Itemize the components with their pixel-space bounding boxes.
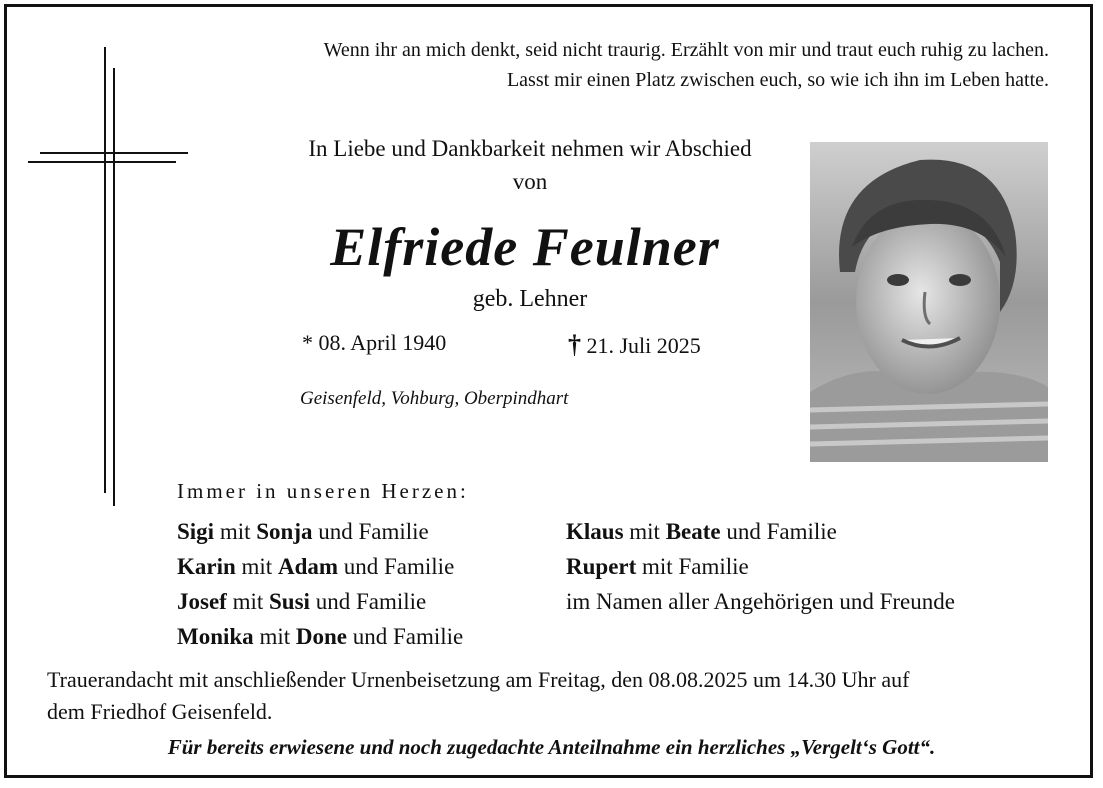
mourner-row: Sigi mit Sonja und Familie (177, 519, 429, 544)
cross-horizontal-line-1 (40, 152, 188, 154)
mourner-row: Josef mit Susi und Familie (177, 589, 427, 614)
dagger-icon: † (568, 330, 581, 359)
mourner-row: im Namen aller Angehörigen und Freunde (566, 589, 955, 614)
farewell-intro (230, 132, 830, 198)
service-info (47, 664, 1057, 728)
maiden-name: geb. Lehner (472, 286, 588, 312)
quote-line-1: Wenn ihr an mich denkt, seid nicht traurig. Erzählt von mir und traut euch ruhig zu lachen. (323, 39, 1049, 61)
deceased-name: Elfriede Feulner (330, 217, 720, 277)
cross-horizontal-line-2 (28, 161, 176, 163)
death-date: 21. Juli 2025 (586, 333, 701, 358)
mourner-row: Karin mit Adam und Familie (177, 554, 455, 579)
mourner-row: Klaus mit Beate und Familie (566, 519, 837, 544)
mourner-row: Monika mit Done und Familie (177, 624, 464, 649)
birth-date: * 08. April 1940 (302, 330, 447, 355)
death-date-row (568, 330, 701, 360)
thanks-note: Für bereits erwiesene und noch zugedachte Anteilnahme ein herzliches „Vergelt‘s Gott“. (167, 735, 936, 759)
hearts-title: Immer in unseren Herzen: (177, 479, 469, 503)
quote-line-2: Lasst mir einen Platz zwischen euch, so wie ich ihn im Leben hatte. (506, 69, 1049, 91)
places: Geisenfeld, Vohburg, Oberpindhart (300, 388, 569, 409)
intro-line-1: In Liebe und Dankbarkeit nehmen wir Abschied (308, 136, 752, 161)
cross-vertical-line-2 (113, 68, 115, 506)
intro-line-2: von (512, 169, 548, 194)
mourner-row: Rupert mit Familie (566, 554, 749, 579)
portrait-photo (810, 142, 1048, 462)
mourners-left-column (177, 514, 463, 654)
service-line-2: dem Friedhof Geisenfeld. (47, 699, 273, 724)
mourners-right-column (566, 514, 955, 619)
cross-vertical-line-1 (104, 47, 106, 493)
memorial-quote (324, 35, 1049, 95)
service-line-1: Trauerandacht mit anschließender Urnenbeisetzung am Freitag, den 08.08.2025 um 14.30 Uhr auf (47, 667, 910, 692)
